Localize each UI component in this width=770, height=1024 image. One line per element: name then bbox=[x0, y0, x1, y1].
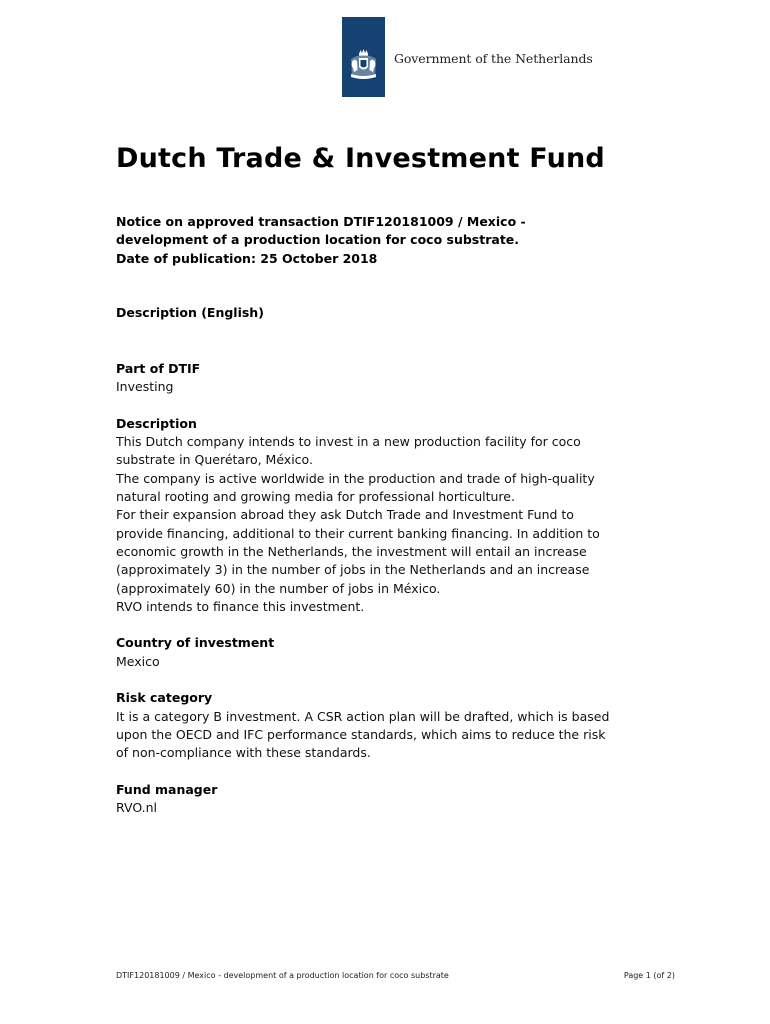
publication-date: Date of publication: 25 October 2018 bbox=[116, 250, 378, 266]
section-value: upon the OECD and IFC performance standards, which aims to reduce the risk bbox=[116, 726, 606, 742]
section-value: For their expansion abroad they ask Dutch Trade and Investment Fund to bbox=[116, 507, 574, 523]
section-risk-category bbox=[116, 689, 656, 762]
section-label: Risk category bbox=[116, 690, 213, 706]
section-value: natural rooting and growing media for professional horticulture. bbox=[116, 489, 515, 505]
section-value: RVO intends to finance this investment. bbox=[116, 598, 365, 614]
section-value: of non-compliance with these standards. bbox=[116, 745, 371, 761]
section-value: RVO.nl bbox=[116, 800, 158, 816]
page-number: Page 1 (of 2) bbox=[623, 971, 675, 980]
content-sections bbox=[116, 360, 656, 836]
section-description bbox=[116, 415, 656, 616]
notice-line: development of a production location for coco substrate. bbox=[116, 232, 520, 248]
section-label: Description bbox=[116, 415, 197, 431]
notice-block bbox=[116, 213, 526, 268]
section-label: Fund manager bbox=[116, 781, 218, 797]
section-value: provide financing, additional to their current banking financing. In addition to bbox=[116, 525, 600, 541]
section-value: (approximately 60) in the number of jobs in México. bbox=[116, 580, 441, 596]
section-part-of-dtif bbox=[116, 360, 656, 397]
section-value: Mexico bbox=[116, 653, 160, 669]
section-label: Country of investment bbox=[116, 635, 275, 651]
section-country bbox=[116, 634, 656, 671]
section-value: economic growth in the Netherlands, the investment will entail an increase bbox=[116, 543, 587, 559]
section-value: (approximately 3) in the number of jobs in the Netherlands and an increase bbox=[116, 562, 590, 578]
notice-line: Notice on approved transaction DTIF120181009 / Mexico - bbox=[116, 214, 526, 229]
section-value: Investing bbox=[116, 379, 174, 395]
section-value: substrate in Querétaro, México. bbox=[116, 452, 313, 468]
section-fund-manager bbox=[116, 781, 656, 818]
section-value: It is a category B investment. A CSR action plan will be drafted, which is based bbox=[116, 708, 610, 724]
government-logo bbox=[342, 17, 385, 97]
section-label: Part of DTIF bbox=[116, 361, 201, 376]
section-value: This Dutch company intends to invest in a new production facility for coco bbox=[116, 434, 581, 450]
description-heading: Description (English) bbox=[116, 305, 264, 320]
royal-coat-of-arms-icon bbox=[342, 17, 385, 97]
organization-name: Government of the Netherlands bbox=[394, 51, 593, 66]
footer-document-reference: DTIF120181009 / Mexico - development of a production location for coco substrate bbox=[116, 971, 449, 980]
document-title: Dutch Trade & Investment Fund bbox=[116, 143, 605, 174]
section-value: The company is active worldwide in the production and trade of high-quality bbox=[116, 470, 595, 486]
